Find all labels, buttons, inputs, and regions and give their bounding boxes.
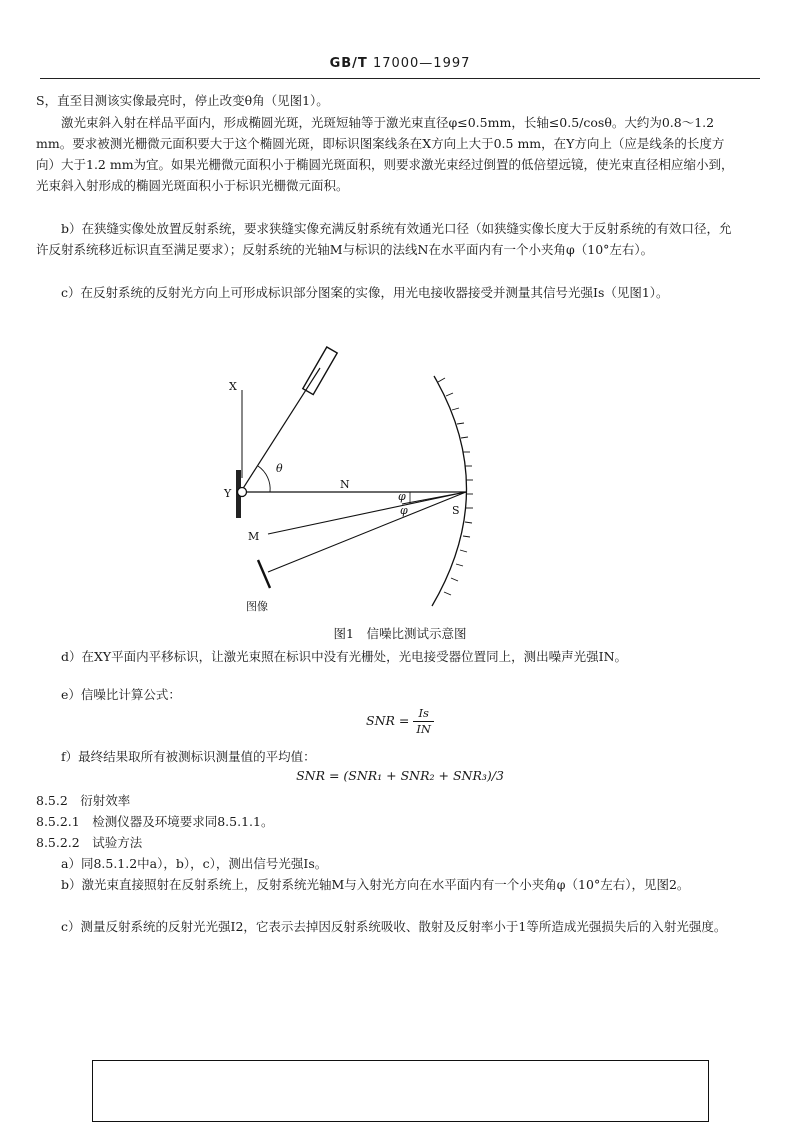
standard-code: GB/T <box>329 56 368 71</box>
paragraph-e-formula-intro: e）信噪比计算公式： <box>61 687 181 702</box>
standard-header <box>0 56 800 71</box>
standard-number: 17000—1997 <box>372 56 471 71</box>
optical-axis-m <box>268 492 466 534</box>
snr-average-formula: SNR = (SNR₁ + SNR₂ + SNR₃)/3 <box>296 768 504 783</box>
image-plane <box>258 560 270 588</box>
m-axis-label: M <box>248 530 260 543</box>
figure-1-diagram <box>0 320 800 620</box>
paragraph-c-measure: c）测量反射系统的反射光光强I2，它表示去掉因反射系统吸收、散射及反射率小于1等所造成光强损失后的入射光强度。 <box>61 919 727 934</box>
paragraph-continuation: S，直至目测该实像最亮时，停止改变θ角（见图1）。 <box>36 93 329 108</box>
snr-numerator: Is <box>413 706 434 722</box>
mirror-hatching <box>438 378 473 595</box>
paragraph-laser-spot: 激光束斜入射在样品平面内，形成椭圆光斑，光斑短轴等于激光束直径φ≤0.5mm，长轴≤0.5/cosθ。大约为0.8～1.2 mm。要求被测光栅微元面积要大于这个椭圆光斑，即标识图案线条在X方向上大于0.5 mm，在Y方向上（应是线条的长度方向）大于1.2 mm为宜。如果光栅微元面积小于椭圆光斑面积，则要求激光束经过倒置的低倍望远镜，使光束直径相应缩小到，光束斜入射形成的椭圆光斑面积小于标识光栅微元面积。 <box>36 115 734 193</box>
image-label: 图像 <box>246 600 268 613</box>
snr-denominator: IN <box>416 722 431 736</box>
image-beam <box>268 492 466 572</box>
paragraph-b-direct: b）激光束直接照射在反射系统上，反射系统光轴M与入射光方向在水平面内有一个小夹角φ（10°左右），见图2。 <box>61 877 690 892</box>
reflected-beam <box>402 492 466 504</box>
header-rule <box>40 78 760 79</box>
paragraph-c-signal: c）在反射系统的反射光方向上可形成标识部分图案的实像，用光电接收器接受并测量其信号光强Is（见图1）。 <box>61 285 669 300</box>
section-8-5-2-1: 8.5.2.1 检测仪器及环境要求同8.5.1.1。 <box>36 814 274 829</box>
section-8-5-2-2: 8.5.2.2 试验方法 <box>36 835 143 850</box>
phi-label-1: φ <box>398 490 406 503</box>
paragraph-d-noise: d）在XY平面内平移标识，让激光束照在标识中没有光栅处，光电接受器位置同上，测出噪声光强IN。 <box>61 649 628 664</box>
normal-label: N <box>340 478 350 491</box>
y-axis-label: Y <box>224 487 232 500</box>
page-bottom-frame <box>92 1060 709 1122</box>
x-axis-label: X <box>229 380 237 393</box>
sample-center <box>238 488 247 497</box>
paragraph-a-same: a）同8.5.1.2中a），b），c），测出信号光强Is。 <box>61 856 328 871</box>
snr-formula <box>0 706 800 737</box>
section-8-5-2: 8.5.2 衍射效率 <box>36 793 131 808</box>
theta-arc <box>258 466 270 492</box>
concave-mirror <box>432 376 467 606</box>
figure-caption: 图1 信噪比测试示意图 <box>333 626 467 641</box>
paragraph-f-average: f）最终结果取所有被测标识测量值的平均值： <box>61 749 316 764</box>
snr-formula-lhs: SNR = <box>366 713 410 728</box>
phi-label-2: φ <box>400 504 408 517</box>
theta-label: θ <box>276 462 283 475</box>
paragraph-b-reflection: b）在狭缝实像处放置反射系统，要求狭缝实像充满反射系统有效通光口径（如狭缝实像长度大于反射系统的有效口径，允许反射系统移近标识直至满足要求）；反射系统的光轴M与标识的法线N在水平面内有一个小夹角φ（10°左右）。 <box>36 221 732 257</box>
snr-fraction <box>413 706 434 737</box>
s-label: S <box>452 504 460 517</box>
